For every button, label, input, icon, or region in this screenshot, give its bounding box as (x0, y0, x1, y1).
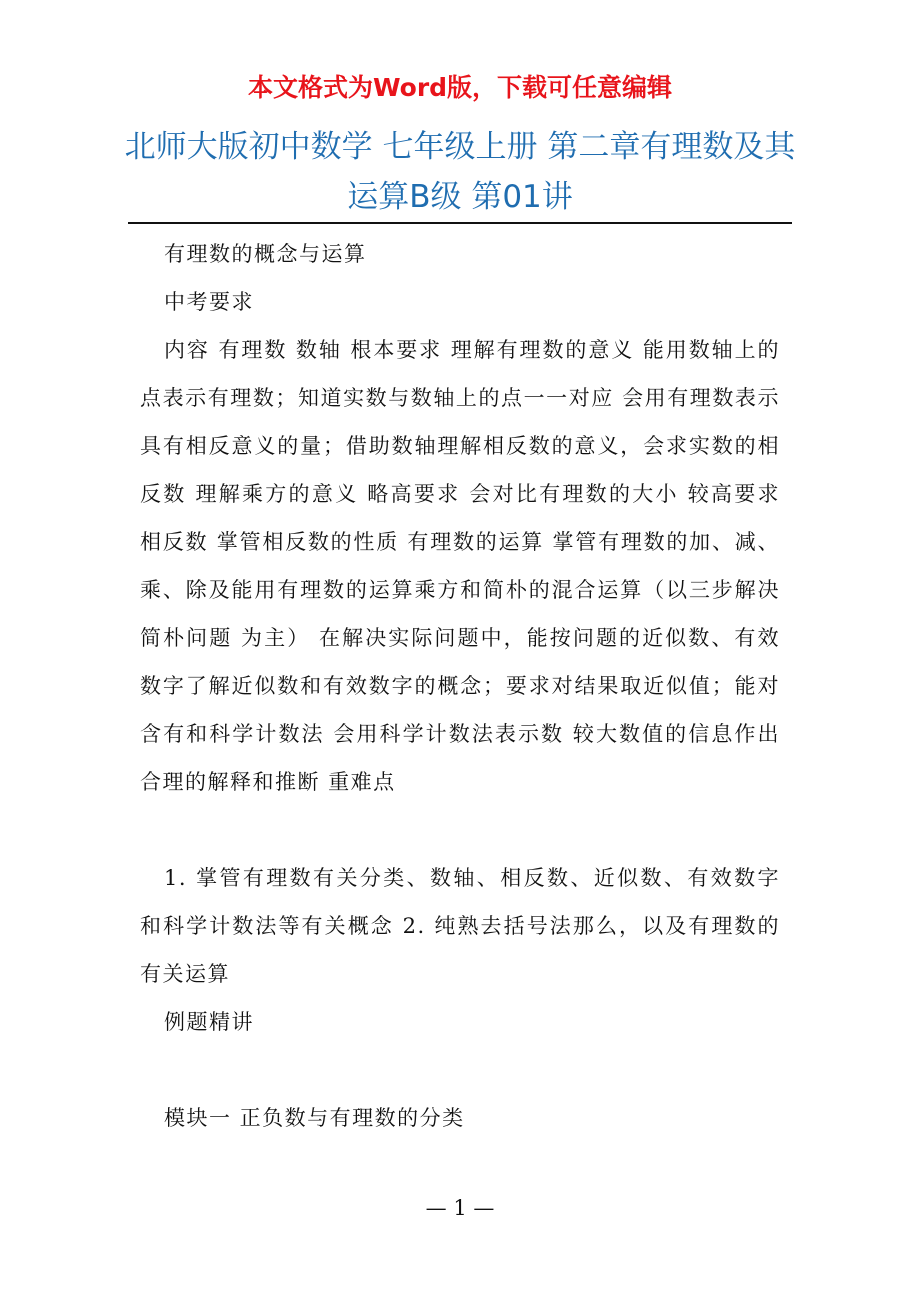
section-heading-exam-requirements: 中考要求 (164, 290, 254, 314)
paragraph-gap (140, 806, 780, 854)
download-banner: 本文格式为Word版，下载可任意编辑 (247, 73, 673, 102)
document-title: 北师大版初中数学 七年级上册 第二章有理数及其运算B级 第01讲 (124, 129, 796, 215)
paragraph-gap (140, 1046, 780, 1094)
section-heading-module-one: 模块一 正负数与有理数的分类 (164, 1106, 465, 1130)
section-heading-examples: 例题精讲 (164, 1010, 254, 1034)
section-heading-concepts: 有理数的概念与运算 (164, 242, 367, 266)
page-number: — 1 — (425, 1196, 495, 1220)
keypoints-paragraph: 1. 掌管有理数有关分类、数轴、相反数、近似数、有效数字和科学计数法等有关概念 2. 纯熟去括号法那么，以及有理数的有关运算 (140, 866, 780, 986)
requirements-paragraph: 内容 有理数 数轴 根本要求 理解有理数的意义 能用数轴上的点表示有理数；知道实数与数轴上的点一一对应 会用有理数表示具有相反意义的量；借助数轴理解相反数的意义，会求实数的相反数 理解乘方的意义 略高要求 会对比有理数的大小 较高要求 相反数 掌管相反数的性质 有理数的运算 掌管有理数的加、减、乘、除及能用有理数的运算乘方和简朴的混合运算（以三步解决简朴问题 为主） 在解决实际问题中，能按问题的近似数、有效数字了解近似数和有效数字的概念；要求对结果取近似值；能对含有和科学计数法 会用科学计数法表示数 较大数值的信息作出合理的解释和推断 重难点 (140, 338, 780, 794)
document-body (140, 230, 780, 1142)
title-divider (128, 222, 792, 224)
